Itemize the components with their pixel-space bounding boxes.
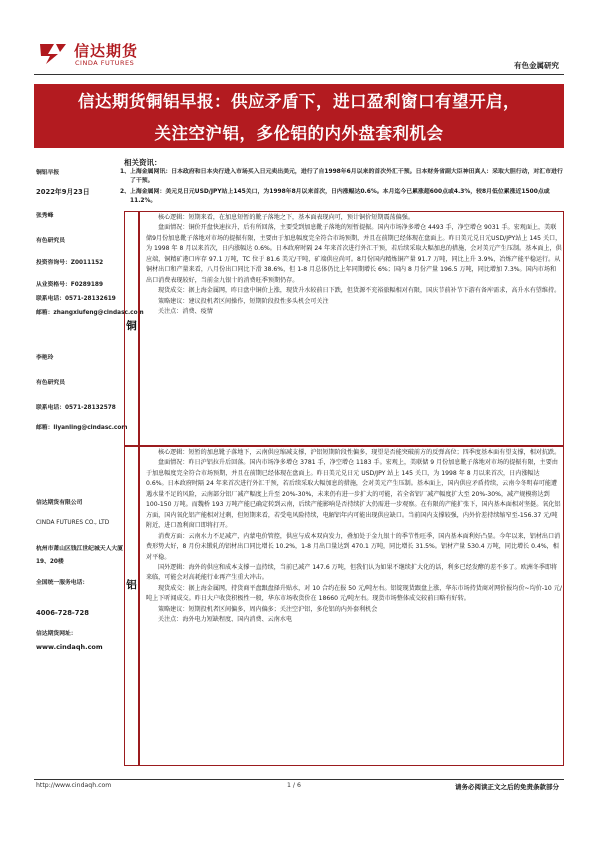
report-title-line2: 关注空沪铝，多伦铝的内外盘套利机会 — [154, 124, 444, 143]
news-item-number: 2、 — [120, 189, 130, 195]
report-type: 铜铝早报 — [36, 170, 60, 176]
company-address-line2: 19、20楼 — [36, 559, 64, 565]
analyst2-name: 李艳玲 — [36, 355, 54, 361]
news-item — [120, 168, 564, 187]
footer-website-link[interactable]: http://www.cindaqh.com — [36, 782, 112, 789]
aluminum-core-logic: 核心逻辑：短暂的加息靴子落地下，云南供应缩减支撑，沪铝短期阶段性偏多，现望是否能突破前方的反弹高位；四季度基本面有望支撑，相对抗跌。 — [158, 449, 561, 456]
analyst1-phone: 联系电话：0571-28132619 — [36, 296, 116, 302]
copper-strategy: 策略建议：建议投机者区间操作，短期阶段投性多头机会可关注 — [158, 297, 329, 305]
aluminum-section-label: 铝 — [126, 579, 137, 591]
copper-spot-trade: 现货成交：据上海金属网，昨日盘中铜价上涨，现货升水较前日下跌，但货源不充裕旅幅相对有限，国庆节前补节下游有备库需求，高升水有望维持。 — [158, 287, 561, 295]
related-news-heading: 相关资讯： — [124, 158, 162, 167]
aluminum-consumption: 消费方面：云南水力不足减产，内蒙电价管控，供应与成本双向发力，叠加处于金九银十的季节性旺季，国内基本面利好凸显。今年以来，铝材出口消费形势大好，8 月份未锻轧的铝材出口同比增长 10.2%，1-8 月出口量达到 470.1 万吨，同比增长 31.5%。铝材产量 530.4 万吨，同比增长 0.4%，相对平稳。 — [146, 532, 561, 561]
aluminum-focus-points: 关注点：海外电力短缺程度、国内消费、云南水电 — [158, 616, 293, 624]
aluminum-section-label-box — [124, 446, 139, 766]
page-number: 1 / 6 — [287, 782, 301, 789]
website-label: 信达期货网址： — [36, 631, 77, 637]
analyst1-role: 有色研究员 — [36, 238, 65, 244]
news-item — [120, 188, 564, 207]
company-name: 信达期货有限公司 — [36, 500, 83, 506]
hotline-number: 4006-728-728 — [36, 609, 89, 617]
aluminum-spot-trade: 现货成交：据上海金属网，持货商平盘跟盘择升贴水，对 10 合约在报 50 元/吨左右。铝锭现货跟盘上涨，华东市场持货商对网价报均价~均价-10 元/吨上下听闻成交。昨日大户收货积极性一般，华东市场收货价在 18660 元/吨左右。现货市场整体成交较前日略有好转。 — [146, 584, 562, 603]
analyst1-qualification: 投资咨询号：Z0011152 — [36, 260, 104, 266]
analyst1-practice-id: 从业资格号：F0289189 — [36, 282, 103, 288]
copper-section-label: 铜 — [126, 320, 137, 332]
report-category: 有色金属研究 — [514, 61, 559, 70]
aluminum-section-text — [146, 448, 562, 626]
footer-disclaimer: 请务必阅读正文之后的免责条款部分 — [455, 783, 559, 791]
analyst1-name: 张秀峰 — [36, 213, 54, 219]
copper-core-logic: 核心逻辑：短期来看，在加息短暂的靴子落地之下，基本面表现向可，预计铜价短期震荡偏强。 — [158, 214, 414, 221]
aluminum-market-situation: 盘面情况：昨日沪铝拉升后回落。国内市场净多增仓 3781 手，净空增仓 1183 手。宏观上，美联储 9 月份加息靴子落地对市场的提振有限，主要由于加息幅度完全符合市场预期，并且在前期已经体现在盘面上。昨日美元兑日元 USD/JPY 站上 145 关口，为 1998 年 8 月以来首次，日内涨幅达 0.6%。日本政府时隔 24 年来首次进行外汇干预，若后续采取大幅加息的措施，会对美元产生压制。基本面上，国内供应矛盾持续，云南今冬明春可能遭遇水量不足的风险，云南部分铝厂减产幅度上升至 20%-30%，未来仍有进一步扩大的可能，若全省铝厂减产幅度扩大至 20%-30%，减产规模将达到 100-150 万吨。而魏桥 193 万吨产能已确定转到云南，后续产能影响是否持续扩大仍需进一步观察。在有限的产能扩张下，国内基本面相对坚挺。氧化铝方面，国内氧化铝产能相对过剩，但短期来看，若受电风险持续，电解铝年内可能出现供应缺口。当前国内支撑较强，内外价差持续缩窄至-156.37 元/吨附近，进口盈利窗口即将打开。 — [146, 459, 561, 530]
cinda-logo-icon — [38, 40, 68, 66]
copper-market-situation: 盘面情况：铜价开盘快速拉升，后有所回落，主要受到加息靴子落地的短暂提振。国内市场净多增仓 4493 手，净空增仓 9031 手。宏观面上，美联储9月份加息靴子落地对市场的提振有限，主要由于加息幅度完全符合市场预期，并且在前期已经体现在盘面上。昨日美元兑日元USD/JPY站上 145 关口，为 1998 年 8 月以来首次，日内涨幅达 0.6%。日本政府时隔 24 年来首次进行外汇干预，若后续采取大幅加息的措施，会对美元产生压制。基本面上，供应端，铜精矿港口库存 97.1 万吨，TC 位于 81.6 美元/干吨，矿端供应尚可。8月份国内精炼铜产量 91.7 万吨，同比上升 3.9%，冶炼产能平稳运行。从铜材出口和产量来看，八月份出口同比下滑 38.6%，但 1-8 月总体仍比上年同期增长 6%；国内 8 月份产量 196.5 万吨，同比增加 7.3%。国内市场和出口消费表现较好，当前金九银十的消费旺季预期仍存。 — [146, 224, 562, 284]
website-link[interactable]: www.cindaqh.com — [36, 643, 103, 651]
header-divider — [34, 74, 564, 75]
footer-divider — [34, 779, 564, 780]
news-item-text: 上海金属网：美元兑日元USD/JPY站上145关口，为1998年8月以来首次，日内涨幅达0.6%。本月迄今已累涨超600点或4.3%，较8月低位累涨近1500点或11.2%。 — [130, 189, 550, 205]
logo-wordmark: 信达期货 — [74, 42, 139, 60]
report-date: 2022年9月23日 — [36, 188, 90, 196]
company-english-name: CINDA FUTURES CO., LTD — [36, 520, 110, 526]
copper-focus-points: 关注点：消费、疫情 — [158, 308, 213, 316]
copper-section-text — [146, 213, 562, 318]
logo-english: CINDA FUTURES — [75, 59, 135, 67]
aluminum-strategy: 策略建议：短期投机者区间偏多，周内偏多；关注空沪铝，多伦铝的内外套利机会 — [158, 605, 378, 613]
analyst1-email[interactable]: 邮箱：zhangxiufeng@cindasc.com — [36, 310, 144, 316]
aluminum-overseas-logic: 国外逻辑：海外的供应和成本支撑一直持续，当前已减产 147.6 万吨，但我们认为如果不继续扩大化的话，利多已经发酵的差不多了。欧洲冬季即将来临，可能会对高耗能行业再产生重大冲击。 — [146, 563, 558, 582]
company-address-line1: 杭州市萧山区钱江世纪城天人大厦 — [36, 546, 123, 552]
hotline-label: 全国统一服务电话： — [36, 580, 89, 586]
analyst2-phone: 联系电话：0571-28132578 — [36, 405, 116, 411]
analyst2-role: 有色研究员 — [36, 380, 65, 386]
news-item-text: 上海金属网讯：日本政府和日本央行进入市场买入日元卖出美元，进行了自1998年6月以来的首次外汇干预。日本财务省副大臣神田真人：采取大胆行动，对汇市进行了干预。 — [130, 169, 563, 185]
analyst2-email[interactable]: 邮箱：liyanling@cindasc.com — [36, 425, 128, 431]
copper-section-label-box — [124, 211, 139, 446]
report-title-line1: 信达期货铜铝早报：供应矛盾下，进口盈利窗口有望开启， — [78, 92, 520, 111]
news-item-number: 1、 — [120, 169, 130, 175]
